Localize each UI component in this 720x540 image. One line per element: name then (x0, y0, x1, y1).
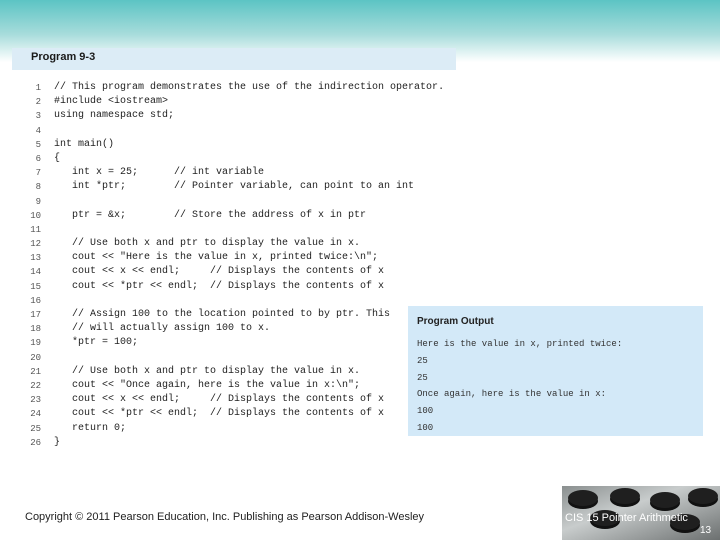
page-number: 13 (700, 525, 712, 536)
code-line (12, 265, 456, 279)
code-text: cout << "Once again, here is the value in x:\n"; (54, 379, 361, 391)
line-number: 1 (35, 83, 41, 93)
line-number: 16 (30, 295, 41, 306)
code-line (12, 294, 456, 308)
code-text: *ptr = 100; (54, 337, 139, 349)
checker-piece (610, 488, 640, 504)
copyright-text: Copyright © 2011 Pearson Education, Inc. Publishing as Pearson Addison-Wesley (25, 511, 425, 523)
line-number: 3 (35, 111, 41, 122)
output-line: 25 (417, 355, 428, 366)
code-line (12, 95, 456, 109)
program-output-panel (408, 306, 703, 436)
code-line (12, 180, 456, 194)
output-title: Program Output (417, 316, 494, 327)
code-line (12, 379, 456, 393)
program-title: Program 9-3 (31, 51, 96, 63)
output-lines (417, 336, 622, 437)
code-text: #include <iostream> (54, 96, 169, 108)
code-text: cout << x << endl; // Displays the contents of x (54, 394, 385, 406)
code-line (12, 365, 456, 379)
code-line (12, 124, 456, 138)
program-header (12, 48, 456, 70)
line-number: 17 (30, 310, 41, 320)
code-text: // will actually assign 100 to x. (54, 323, 271, 335)
code-text: int x = 25; // int variable (54, 167, 265, 179)
line-number: 14 (30, 267, 41, 278)
code-line (12, 81, 456, 95)
line-number: 7 (35, 168, 41, 179)
output-line: 25 (417, 372, 428, 383)
code-line (12, 393, 456, 407)
line-number: 10 (30, 210, 41, 221)
code-line (12, 351, 456, 365)
line-number: 15 (30, 281, 41, 292)
line-number: 8 (35, 182, 41, 193)
line-number: 24 (30, 409, 41, 420)
line-number: 11 (30, 224, 41, 235)
code-line (12, 308, 456, 322)
code-text: cout << *ptr << endl; // Displays the contents of x (54, 280, 385, 292)
program-listing (12, 48, 456, 450)
code-text: ptr = &x; // Store the address of x in ptr (54, 209, 367, 221)
line-number: 25 (30, 423, 41, 434)
code-text: { (54, 152, 61, 164)
line-number: 6 (35, 153, 41, 164)
line-number: 2 (35, 97, 41, 108)
code-line (12, 251, 456, 265)
code-text: using namespace std; (54, 110, 175, 122)
code-line (12, 422, 456, 436)
line-number: 4 (35, 125, 41, 136)
code-text: int main() (54, 138, 115, 150)
line-number: 13 (30, 253, 41, 264)
line-number: 21 (30, 366, 41, 377)
code-text: // This program demonstrates the use of the indirection operator. (54, 82, 445, 93)
code-text: int *ptr; // Pointer variable, can point to an int (54, 181, 415, 193)
checker-piece (650, 492, 680, 508)
output-line: Here is the value in x, printed twice: (417, 339, 623, 349)
line-number: 9 (35, 196, 41, 207)
line-number: 18 (30, 324, 41, 335)
code-text: // Use both x and ptr to display the value in x. (54, 365, 361, 377)
code-text: cout << x << endl; // Displays the contents of x (54, 266, 385, 278)
code-text: // Use both x and ptr to display the value in x. (54, 238, 361, 250)
code-line (12, 237, 456, 251)
checker-piece (688, 488, 718, 504)
line-number: 12 (30, 239, 41, 250)
code-line (12, 436, 456, 450)
line-number: 20 (30, 352, 41, 363)
code-line (12, 109, 456, 123)
code-line (12, 322, 456, 336)
code-line (12, 166, 456, 180)
checker-piece (568, 490, 598, 506)
code-line (12, 209, 456, 223)
code-text: return 0; (54, 422, 127, 434)
code-text: cout << "Here is the value in x, printed twice:\n"; (54, 252, 379, 264)
line-number: 22 (30, 380, 41, 391)
code-line (12, 195, 456, 209)
output-line: 100 (417, 422, 434, 433)
line-number: 19 (30, 338, 41, 349)
code-text: } (54, 436, 61, 448)
code-text: // Assign 100 to the location pointed to by ptr. This (54, 309, 391, 320)
code-line (12, 223, 456, 237)
code-block (12, 81, 456, 450)
line-number: 26 (30, 437, 41, 448)
output-line: 100 (417, 406, 434, 417)
output-line: Once again, here is the value in x: (417, 389, 607, 400)
line-number: 23 (30, 395, 41, 406)
code-line (12, 407, 456, 421)
code-line (12, 280, 456, 294)
course-label: CIS 15 Pointer Arithmetic (565, 512, 688, 524)
code-line (12, 152, 456, 166)
line-number: 5 (35, 139, 41, 150)
code-line (12, 336, 456, 350)
code-text: cout << *ptr << endl; // Displays the contents of x (54, 408, 385, 420)
code-line (12, 138, 456, 152)
